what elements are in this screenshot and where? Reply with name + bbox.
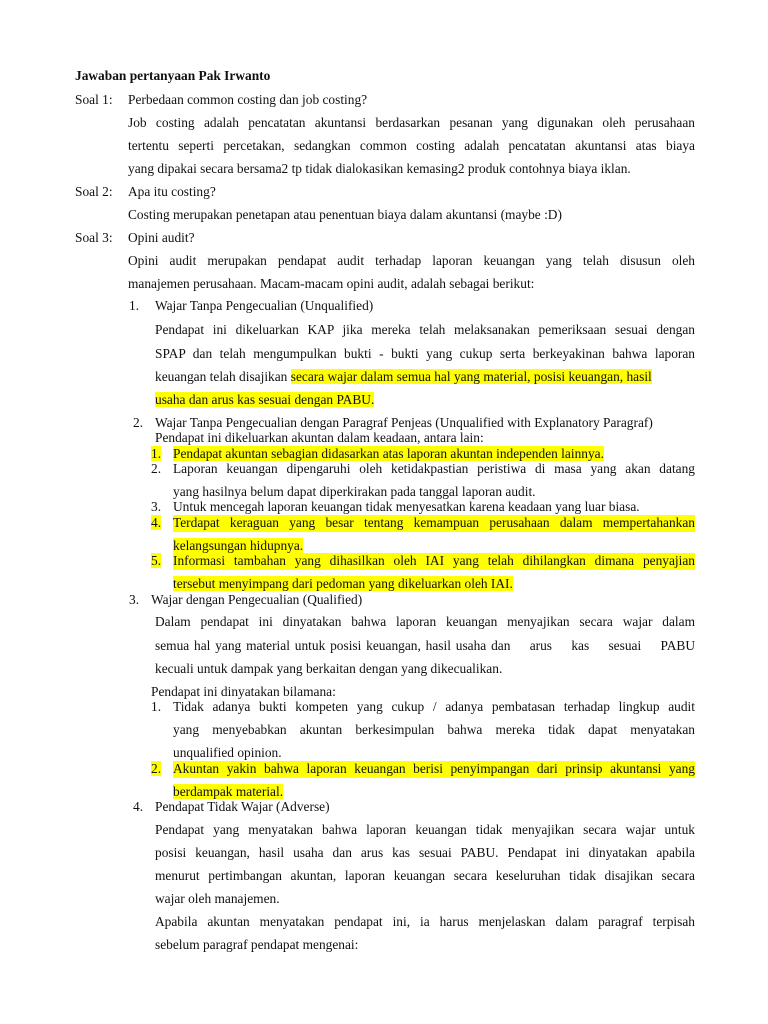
opinion-4-text-line: sebelum paragraf pendapat mengenai: (155, 937, 359, 952)
list-item-text: Pendapat akuntan sebagian didasarkan atas laporan akuntan independen lainnya. (173, 446, 604, 461)
list-item-text: Untuk mencegah laporan keuangan tidak menyesatkan karena keadaan yang luar biasa. (173, 499, 640, 514)
list-item-text: Akuntan yakin bahwa laporan keuangan berisi penyimpangan dari prinsip akuntansi yang (173, 761, 695, 776)
opinion-3-number: 3. (129, 592, 140, 607)
list-item-text: Laporan keuangan dipengaruhi oleh ketidakpastian peristiwa di masa yang akan datang (173, 461, 695, 476)
opinion-2-title: Wajar Tanpa Pengecualian dengan Paragraf Penjeas (Unqualified with Explanatory Paragraf) (155, 415, 653, 430)
opinion-2-number: 2. (133, 415, 144, 430)
opinion-4-text-line: Apabila akuntan menyatakan pendapat ini, ia harus menjelaskan dalam paragraf terpisah (155, 914, 695, 929)
opinion-1-title: Wajar Tanpa Pengecualian (Unqualified) (155, 298, 374, 313)
opinion-1-text-line: Pendapat ini dikeluarkan KAP jika mereka telah melaksanakan pemeriksaan sesuai dengan (155, 322, 695, 337)
list-item-text: unqualified opinion. (173, 745, 282, 760)
soal-2-answer: Costing merupakan penetapan atau penentuan biaya dalam akuntansi (maybe :D) (128, 207, 562, 222)
soal-1-answer-line: Job costing adalah pencatatan akuntansi berdasarkan pesanan yang digunakan oleh perusahaan (128, 115, 695, 130)
opinion-1-text-line (155, 392, 374, 408)
soal-2-label: Soal 2: (75, 184, 113, 199)
opinion-3-text-line: Dalam pendapat ini dinyatakan bahwa laporan keuangan menyajikan secara wajar dalam (155, 614, 695, 629)
soal-3-intro-line: Opini audit merupakan pendapat audit terhadap laporan keuangan yang telah disusun oleh (128, 253, 695, 268)
list-item-number: 5. (151, 553, 162, 568)
opinion-4-text-line: Pendapat yang menyatakan bahwa laporan keuangan tidak menyajikan secara wajar untuk (155, 822, 695, 837)
list-item-text: berdampak material. (173, 784, 284, 799)
opinion-4-text-line: wajar oleh manajemen. (155, 891, 280, 906)
list-item-number: 2. (151, 761, 162, 776)
list-item-text: Tidak adanya bukti kompeten yang cukup / adanya pembatasan terhadap lingkup audit (173, 699, 695, 714)
document-title: Jawaban pertanyaan Pak Irwanto (75, 68, 271, 83)
soal-3-label: Soal 3: (75, 230, 113, 245)
list-item-number: 1. (151, 446, 162, 461)
opinion-2-intro: Pendapat ini dikeluarkan akuntan dalam keadaan, antara lain: (155, 430, 484, 445)
opinion-4-number: 4. (133, 799, 144, 814)
list-item-text: yang menyebabkan akuntan berkesimpulan bahwa mereka tidak dapat menyatakan (173, 722, 695, 737)
opinion-3-text-line: kecuali untuk dampak yang berkaitan dengan yang dikecualikan. (155, 661, 503, 676)
opinion-1-text-line: SPAP dan telah mengumpulkan bukti - bukti yang cukup serta berkeyakinan bahwa laporan (155, 346, 695, 361)
list-item-number: 2. (151, 461, 162, 476)
opinion-1-text-line: keuangan telah disajikan secara wajar dalam semua hal yang material, posisi keuangan, hasil (155, 369, 652, 384)
highlight: secara wajar dalam semua hal yang material, posisi keuangan, hasil (290, 369, 652, 384)
list-item-text: yang hasilnya belum dapat diperkirakan pada tanggal laporan audit. (173, 484, 536, 499)
list-item-text: Terdapat keraguan yang besar tentang kemampuan perusahaan dalam mempertahankan (173, 515, 695, 530)
opinion-4-title: Pendapat Tidak Wajar (Adverse) (155, 799, 330, 814)
opinion-3-text-line: semua hal yang material untuk posisi keuangan, hasil usaha dan arus kas sesuai PABU (155, 638, 695, 653)
soal-1-label: Soal 1: (75, 92, 113, 107)
opinion-3-intro: Pendapat ini dinyatakan bilamana: (151, 684, 336, 699)
list-item-number: 3. (151, 499, 162, 514)
soal-1-answer-line: tertentu seperti percetakan, sedangkan common costing adalah pencatatan akuntansi atas biaya (128, 138, 695, 153)
soal-1-answer-line: yang dipakai secara bersama2 tp tidak dialokasikan kemasing2 produk contohnya biaya iklan. (128, 161, 631, 176)
list-item-text: Informasi tambahan yang dihasilkan oleh IAI yang telah dihilangkan dimana penyajian (173, 553, 695, 568)
soal-1-question: Perbedaan common costing dan job costing? (128, 92, 368, 107)
highlight: usaha dan arus kas sesuai dengan PABU. (155, 392, 375, 407)
soal-3-question: Opini audit? (128, 230, 195, 245)
list-item-number: 1. (151, 699, 162, 714)
opinion-1-number: 1. (129, 298, 140, 313)
list-item-number: 4. (151, 515, 162, 530)
list-item-text: kelangsungan hidupnya. (173, 538, 304, 553)
opinion-4-text-line: menurut pertimbangan akuntan, laporan keuangan secara keseluruhan tidak disajikan secara (155, 868, 695, 883)
soal-3-intro-line: manajemen perusahaan. Macam-macam opini audit, adalah sebagai berikut: (128, 276, 535, 291)
opinion-3-title: Wajar dengan Pengecualian (Qualified) (151, 592, 363, 607)
opinion-4-text-line: posisi keuangan, hasil usaha dan arus kas sesuai PABU. Pendapat ini dinyatakan apabila (155, 845, 695, 860)
list-item-text: tersebut menyimpang dari pedoman yang dikeluarkan oleh IAI. (173, 576, 513, 591)
soal-2-question: Apa itu costing? (128, 184, 216, 199)
